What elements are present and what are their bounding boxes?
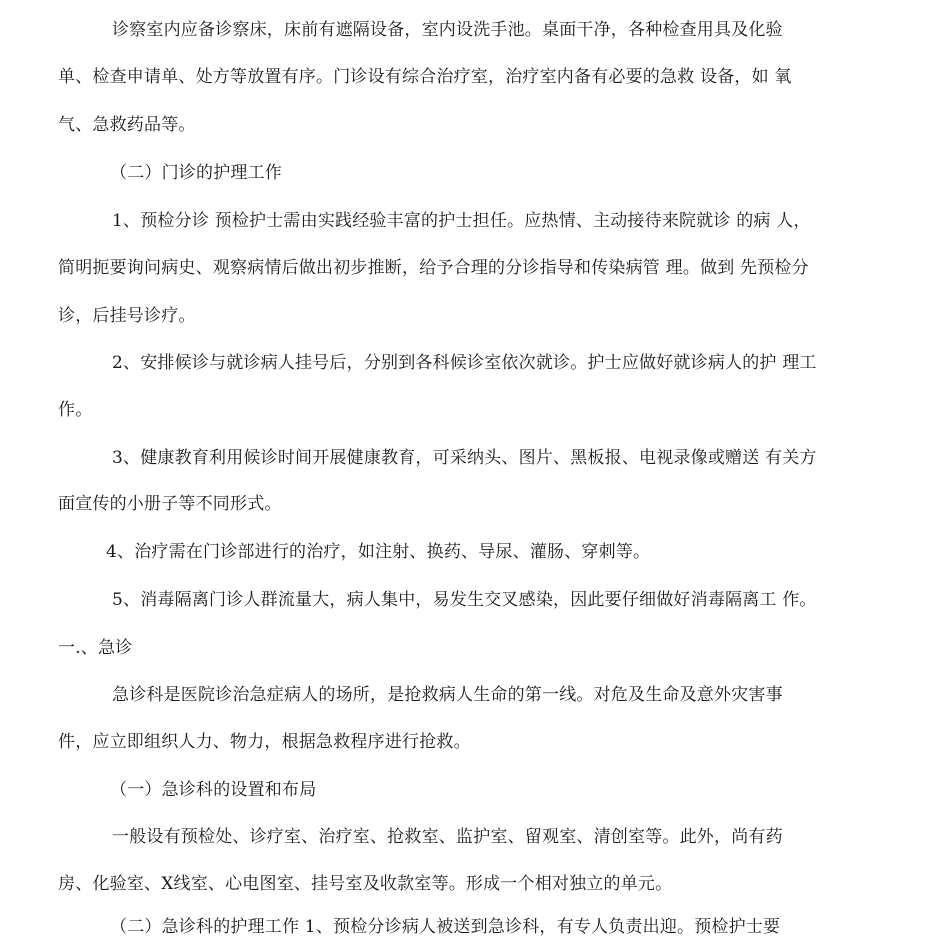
section-heading: （一）急诊科的设置和布局 — [110, 780, 317, 800]
text-line-15: 急诊科是医院诊治急症病人的场所，是抢救病人生命的第一线。对危及生命及意外灾害事 — [112, 685, 783, 705]
text-line-9: 作。 — [58, 400, 93, 420]
text-line-16: 件，应立即组织人力、物力，根据急救程序进行抢救。 — [58, 732, 471, 752]
section-heading: 一.、急诊 — [58, 638, 133, 658]
text-line-13: 5、消毒隔离门诊人群流量大，病人集中，易发生交叉感染，因此要仔细做好消毒隔离工 作。 — [112, 590, 817, 610]
text-line-11: 面宣传的小册子等不同形式。 — [58, 494, 282, 514]
text-line-3: 气、急救药品等。 — [58, 115, 196, 135]
section-heading: （二）门诊的护理工作 — [110, 163, 282, 183]
text-line-6: 简明扼要询问病史、观察病情后做出初步推断，给予合理的分诊指导和传染病管 理。做到 先预检分 — [58, 258, 809, 278]
text-line-1: 诊察室内应备诊察床，床前有遮隔设备，室内设洗手池。桌面干净，各种检查用具及化验 — [112, 20, 783, 40]
text-line-2: 单、检查申请单、处方等放置有序。门诊设有综合治疗室，治疗室内备有必要的急救 设备，如 氧 — [58, 67, 792, 87]
text-line-7: 诊，后挂号诊疗。 — [58, 306, 196, 326]
text-line-5: 1、预检分诊 预检护士需由实践经验丰富的护士担任。应热情、主动接待来院就诊 的病 人， — [112, 211, 811, 231]
text-line-8: 2、安排候诊与就诊病人挂号后，分别到各科候诊室依次就诊。护士应做好就诊病人的护 理工 — [112, 353, 817, 373]
text-line-19: 房、化验室、X线室、心电图室、挂号室及收款室等。形成一个相对独立的单元。 — [58, 874, 673, 894]
text-line-18: 一般设有预检处、诊疗室、治疗室、抢救室、监护室、留观室、清创室等。此外，尚有药 — [112, 827, 783, 847]
text-line-12: 4、治疗需在门诊部进行的治疗，如注射、换药、导尿、灌肠、穿刺等。 — [106, 542, 651, 562]
text-line-20: （二）急诊科的护理工作 1、预检分诊病人被送到急诊科，有专人负责出迎。预检护士要 — [110, 917, 781, 937]
text-line-10: 3、健康教育利用候诊时间开展健康教育，可采纳头、图片、黑板报、电视录像或赠送 有关方 — [112, 448, 817, 468]
